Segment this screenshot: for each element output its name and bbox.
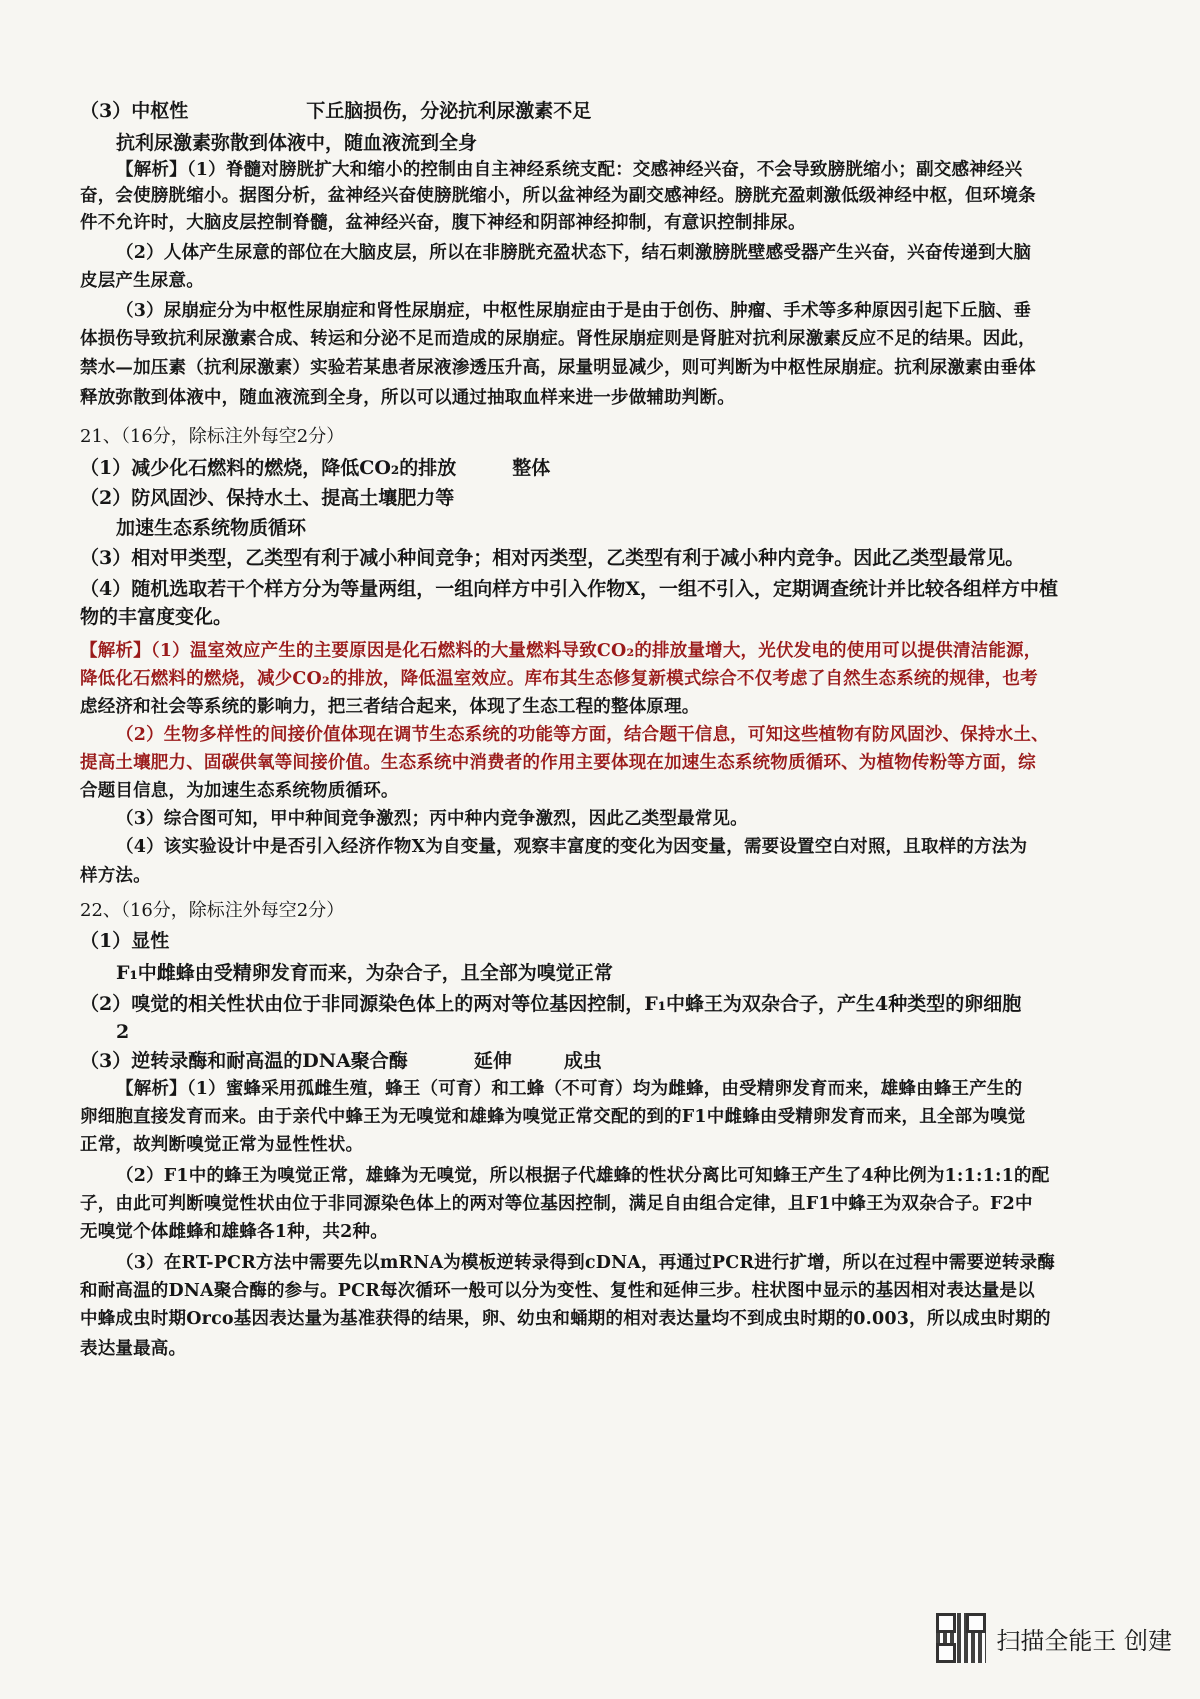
q20-explanation-line: 释放弥散到体液中，随血液流到全身，所以可以通过抽取血样来进一步做辅助判断。 [80, 388, 735, 408]
q22-answer-3-text: （3）逆转录酶和耐高温的DNA聚合酶 [80, 1050, 408, 1072]
q21-explanation-line: 虑经济和社会等系统的影响力，把三者结合起来，体现了生态工程的整体原理。 [80, 697, 700, 717]
q22-explanation-line: 【解析】（1）蜜蜂采用孤雌生殖，蜂王（可育）和工蜂（不可育）均为雌蜂，由受精卵发育而来，雄蜂由蜂王产生的 [116, 1079, 1023, 1099]
q20-explanation-line: 体损伤导致抗利尿激素合成、转运和分泌不足而造成的尿崩症。肾性尿崩症则是肾脏对抗利尿激素反应不足的结果。因此， [80, 329, 1036, 349]
q21-answer-4: （4）随机选取若干个样方分为等量两组，一组向样方中引入作物X，一组不引入，定期调查统计并比较各组样方中植 [80, 578, 1058, 600]
q20-answer-3 [80, 98, 1125, 124]
q22-explanation-line: （2）F1中的蜂王为嗅觉正常，雄蜂为无嗅觉，所以根据子代雄蜂的性状分离比可知蜂王产生了4种比例为1:1:1:1的配 [116, 1166, 1050, 1186]
q22-explanation-line: 无嗅觉个体雌蜂和雄蜂各1种，共2种。 [80, 1222, 388, 1242]
q22-explanation-line: 子，由此可判断嗅觉性状由位于非同源染色体上的两对等位基因控制，满足自由组合定律，且F1中蜂王为双杂合子。F2中 [80, 1194, 1033, 1214]
q22-explanation-line: 表达量最高。 [80, 1339, 187, 1359]
watermark-text: 扫描全能王 创建 [996, 1626, 1172, 1655]
q21-answer-1 [80, 455, 1125, 481]
q20-explanation-line: 皮层产生尿意。 [80, 271, 204, 291]
q22-answer-3-blank-2: 成虫 [563, 1050, 602, 1072]
q21-explanation-line: 降低化石燃料的燃烧，减少CO₂的排放，降低温室效应。库布其生态修复新模式综合不仅考虑了自然生态系统的规律，也考 [80, 669, 1038, 689]
q20-answer-3-line2: 抗利尿激素弥散到体液中，随血液流到全身 [116, 132, 478, 154]
q20-explanation-line: （3）尿崩症分为中枢性尿崩症和肾性尿崩症，中枢性尿崩症由于是由于创伤、肿瘤、手术等多种原因引起下丘脑、垂 [116, 301, 1032, 321]
q22-answer-2: （2）嗅觉的相关性状由位于非同源染色体上的两对等位基因控制，F₁中蜂王为双杂合子，产生4种类型的卵细胞 [80, 993, 1022, 1015]
q22-answer-3-blank-1: 延伸 [473, 1050, 512, 1072]
q21-answer-2-blank: 加速生态系统物质循环 [116, 517, 307, 539]
q22-explanation-line: 中蜂成虫时期Orco基因表达量为基准获得的结果，卵、幼虫和蛹期的相对表达量均不到成虫时期的0.003，所以成虫时期的 [80, 1309, 1051, 1329]
q21-answer-2: （2）防风固沙、保持水土、提高土壤肥力等 [80, 487, 455, 509]
q22-explanation-line: 卵细胞直接发育而来。由于亲代中蜂王为无嗅觉和雄蜂为嗅觉正常交配的到的F1中雌蜂由受精卵发育而来，且全部为嗅觉 [80, 1107, 1026, 1127]
q21-explanation-line: 合题目信息，为加速生态系统物质循环。 [80, 781, 399, 801]
q21-answer-3: （3）相对甲类型，乙类型有利于减小种间竞争；相对丙类型，乙类型有利于减小种内竞争。因此乙类型最常见。 [80, 547, 1025, 569]
q22-explanation-line: 和耐高温的DNA聚合酶的参与。PCR每次循环一般可以分为变性、复性和延伸三步。柱状图中显示的基因相对表达量是以 [80, 1281, 1035, 1301]
q22-answer-1-reason: F₁中雌蜂由受精卵发育而来，为杂合子，且全部为嗅觉正常 [116, 962, 613, 984]
q22-answer-3 [80, 1048, 1125, 1074]
q21-explanation-line: 【解析】（1）温室效应产生的主要原因是化石燃料的大量燃料导致CO₂的排放量增大，光伏发电的使用可以提供清洁能源， [80, 641, 1042, 661]
q20-explanation-line: 件不允许时，大脑皮层控制脊髓，盆神经兴奋，腹下神经和阴部神经抑制，有意识控制排尿。 [80, 213, 806, 233]
q21-explanation-line: （4）该实验设计中是否引入经济作物X为自变量，观察丰富度的变化为因变量，需要设置空白对照，且取样的方法为 [116, 837, 1028, 857]
q21-explanation-line: 样方法。 [80, 866, 151, 886]
q21-explanation-line: （2）生物多样性的间接价值体现在调节生态系统的功能等方面，结合题干信息，可知这些植物有防风固沙、保持水土、 [116, 725, 1049, 745]
q21-header: 21、（16分，除标注外每空2分） [80, 426, 345, 447]
q21-answer-1-blank: 整体 [512, 457, 551, 479]
q20-explanation-line: （2）人体产生尿意的部位在大脑皮层，所以在非膀胱充盈状态下，结石刺激膀胱壁感受器产生兴奋，兴奋传递到大脑 [116, 243, 1032, 263]
qr-code-icon [936, 1613, 986, 1663]
q21-explanation-line: 提高土壤肥力、固碳供氧等间接价值。生态系统中消费者的作用主要体现在加速生态系统物质循环、为植物传粉等方面，综 [80, 753, 1036, 773]
q20-explanation-line: 【解析】（1）脊髓对膀胱扩大和缩小的控制由自主神经系统支配：交感神经兴奋，不会导致膀胱缩小；副交感神经兴 [116, 160, 1023, 180]
q21-answer-1-text: （1）减少化石燃料的燃烧，降低CO₂的排放 [80, 457, 457, 479]
q22-explanation-line: 正常，故判断嗅觉正常为显性性状。 [80, 1135, 364, 1155]
q22-explanation-line: （3）在RT-PCR方法中需要先以mRNA为模板逆转录得到cDNA，再通过PCR进行扩增，所以在过程中需要逆转录酶 [116, 1253, 1055, 1273]
q22-answer-2-blank: 2 [116, 1021, 130, 1043]
q20-answer-3-reason: 下丘脑损伤，分泌抗利尿激素不足 [306, 100, 592, 122]
q21-answer-4-line2: 物的丰富度变化。 [80, 606, 233, 628]
q21-explanation-line: （3）综合图可知，甲中种间竞争激烈；丙中种内竞争激烈，因此乙类型最常见。 [116, 809, 748, 829]
q20-explanation-line: 奋，会使膀胱缩小。据图分析，盆神经兴奋使膀胱缩小，所以盆神经为副交感神经。膀胱充盈刺激低级神经中枢，但环境条 [80, 186, 1036, 206]
scanner-watermark [936, 1613, 1172, 1663]
q20-answer-3-label: （3）中枢性 [80, 100, 189, 122]
q22-answer-1: （1）显性 [80, 930, 170, 952]
q20-explanation-line: 禁水—加压素（抗利尿激素）实验若某患者尿液渗透压升高，尿量明显减少，则可判断为中枢性尿崩症。抗利尿激素由垂体 [80, 358, 1036, 378]
q22-header: 22、（16分，除标注外每空2分） [80, 900, 345, 921]
